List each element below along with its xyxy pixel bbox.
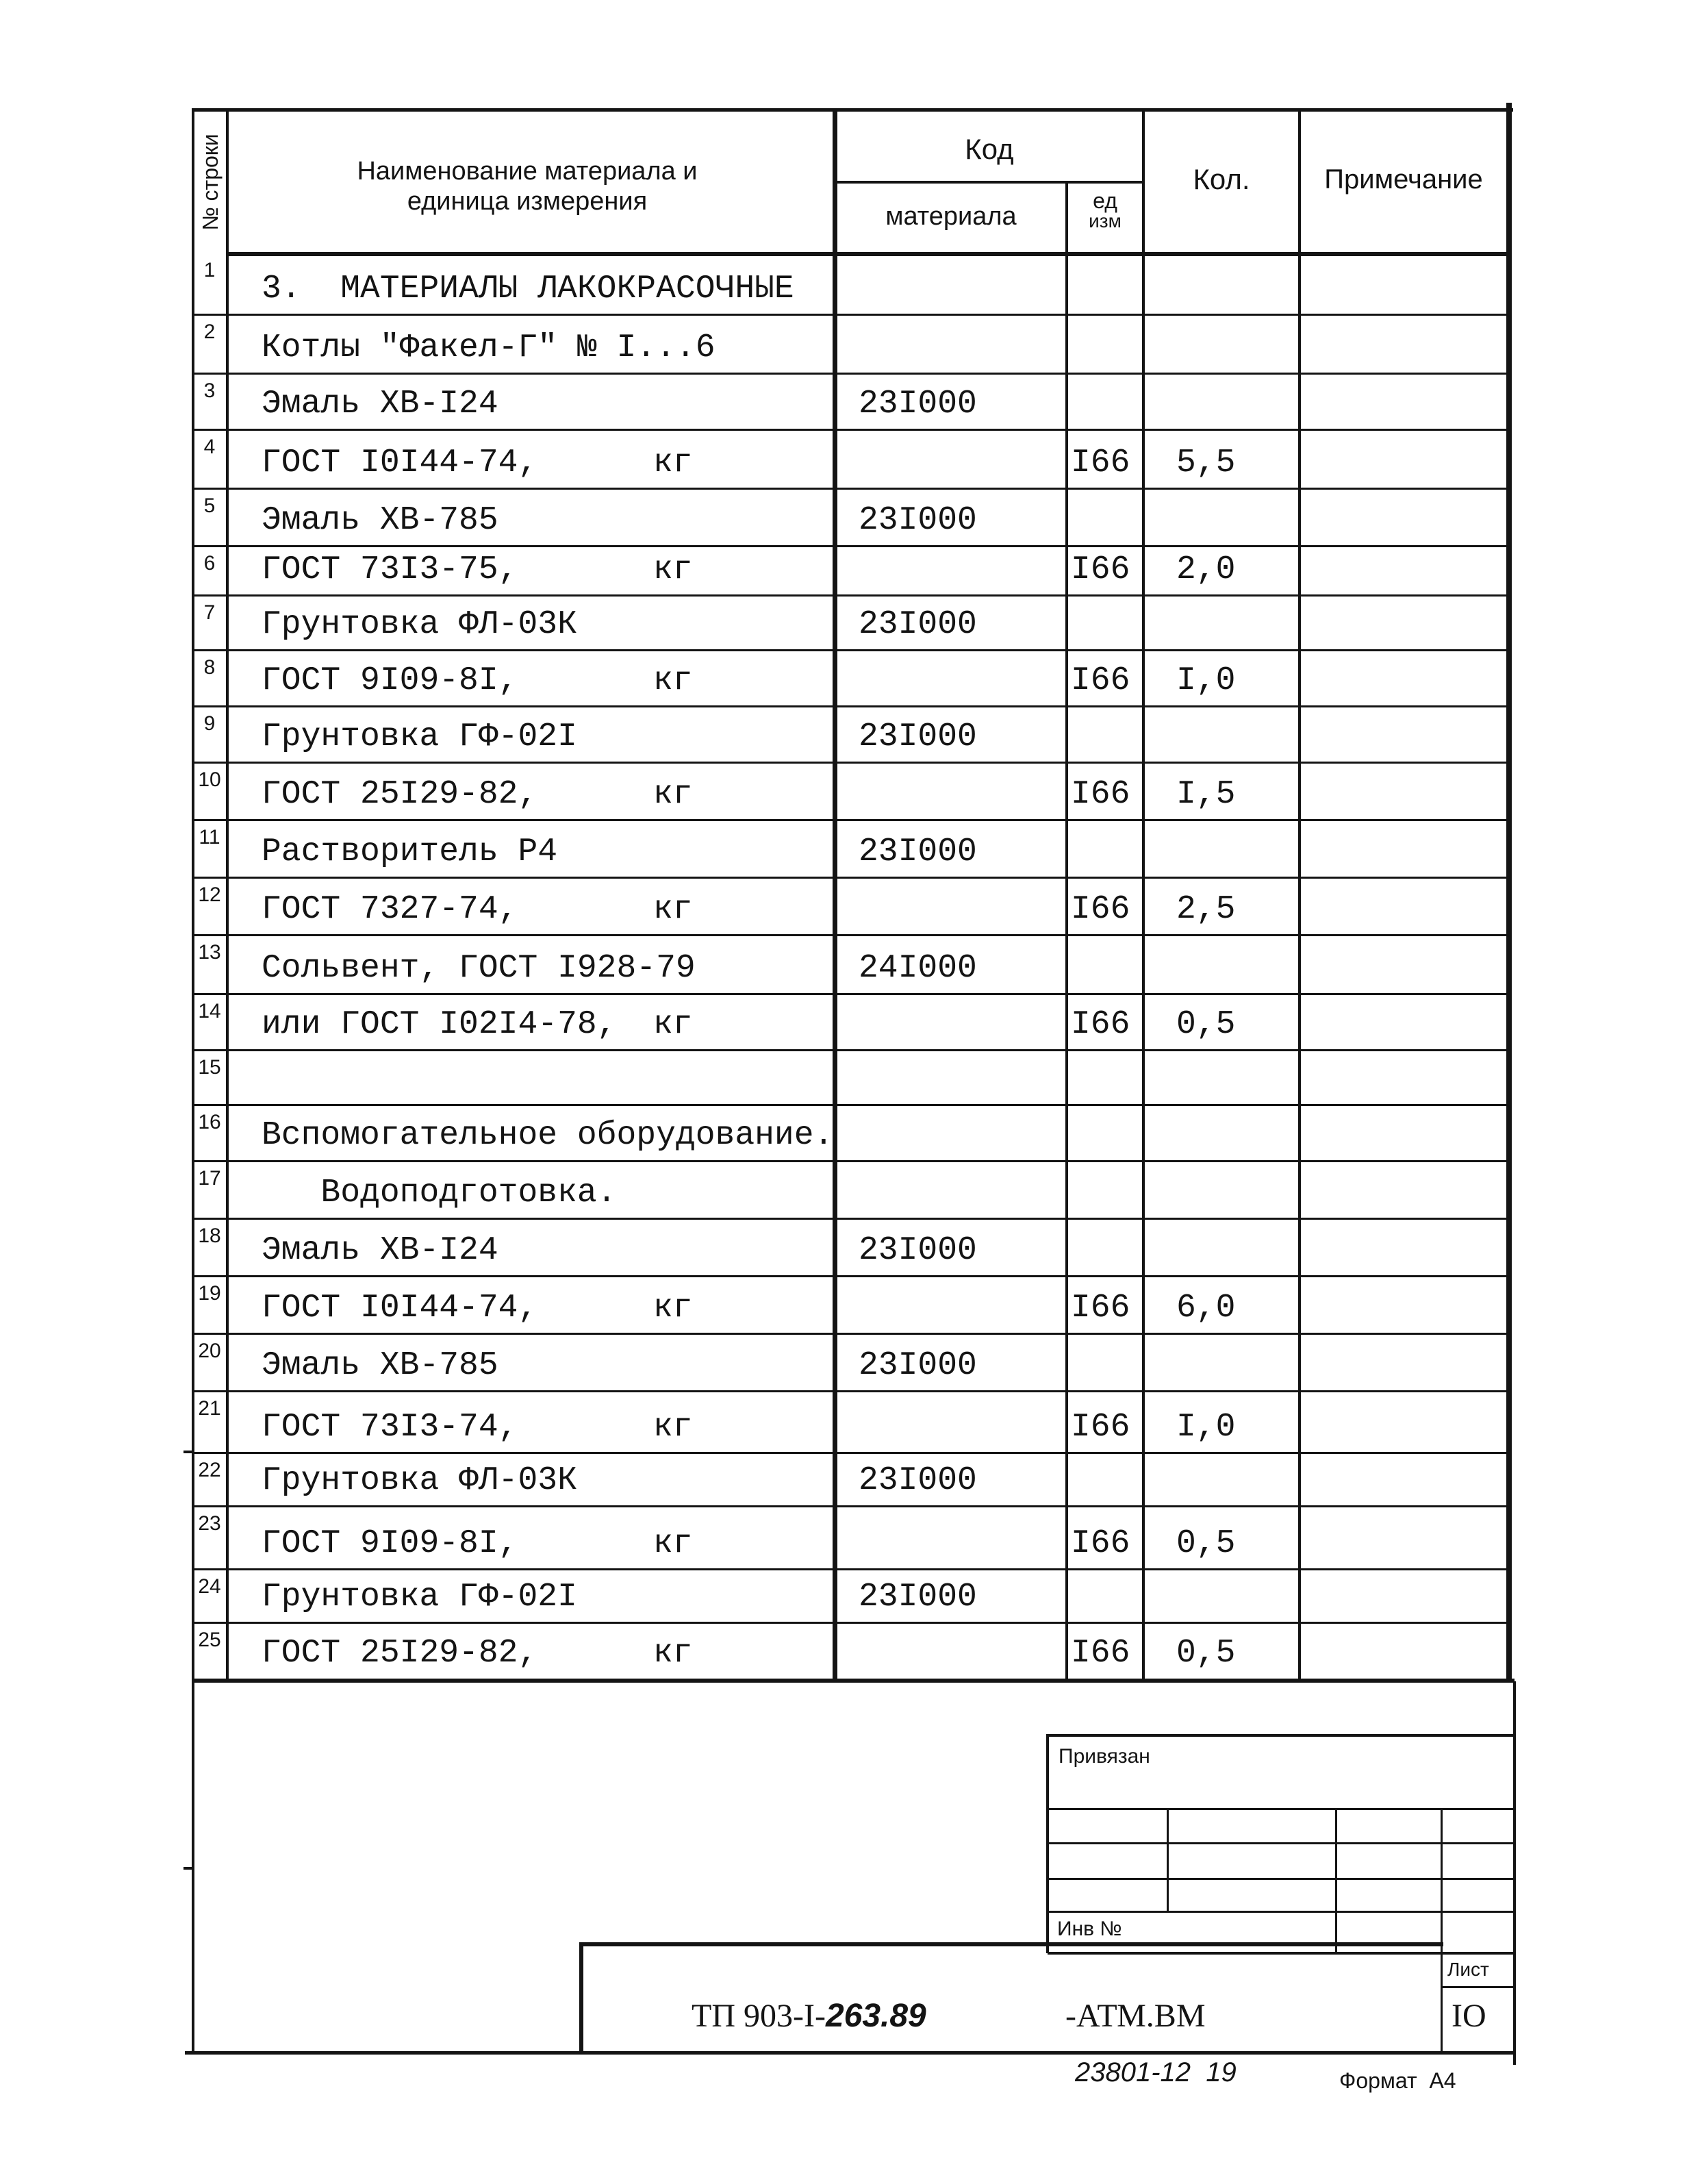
stamp-sheet-number: IO — [1452, 1998, 1486, 2034]
frame-right — [1506, 103, 1512, 1681]
stamp-title-top — [579, 1942, 1443, 1946]
row-quantity: 5,5 — [1176, 444, 1236, 481]
row-quantity: 2,5 — [1176, 891, 1236, 928]
row-sep — [192, 1218, 1506, 1220]
header-name: Наименование материала и единица измерения — [357, 157, 698, 216]
row-number: 5 — [203, 494, 216, 517]
stamp-linked-label: Привязан — [1059, 1745, 1150, 1768]
row-sep — [192, 1568, 1506, 1570]
row-material-code: 23I000 — [859, 502, 977, 539]
stamp-grid-vline — [1441, 1808, 1443, 2051]
row-sep — [192, 1452, 1506, 1454]
row-name: ГОСТ I0I44-74, — [262, 1290, 538, 1327]
row-sep — [192, 762, 1506, 764]
row-name: ГОСТ 25I29-82, — [262, 776, 538, 813]
row-unit-code: I66 — [1071, 1525, 1130, 1562]
row-number: 7 — [203, 601, 216, 624]
row-name: Грунтовка ГФ-02I — [262, 1579, 577, 1616]
stamp-grid-line — [1048, 1911, 1515, 1913]
row-unit-code: I66 — [1071, 1409, 1130, 1446]
row-sep — [192, 429, 1506, 431]
row-number: 6 — [203, 552, 216, 575]
row-unit-kg: кг — [653, 891, 693, 928]
row-material-code: 23I000 — [859, 1462, 977, 1499]
stamp-sheet-divider — [1441, 1986, 1515, 1988]
stamp-inv-label: Инв № — [1057, 1918, 1122, 1940]
row-name: Водоподготовка. — [262, 1175, 617, 1212]
row-name: Грунтовка ГФ-02I — [262, 718, 577, 755]
row-number: 14 — [198, 1000, 221, 1022]
row-material-code: 23I000 — [859, 718, 977, 755]
row-sep — [192, 1390, 1506, 1392]
row-sep — [192, 649, 1506, 651]
row-number: 22 — [198, 1459, 221, 1481]
row-sep — [192, 545, 1506, 547]
row-sep — [192, 877, 1506, 879]
stamp-grid-line — [1048, 1808, 1515, 1810]
col-sep-material — [1065, 182, 1068, 1681]
row-name: Котлы "Факел-Г" № I...6 — [262, 329, 715, 366]
row-number: 8 — [203, 656, 216, 679]
header-unit-line2: изм — [1089, 210, 1122, 231]
row-sep — [192, 819, 1506, 821]
row-unit-code: I66 — [1071, 891, 1130, 928]
row-quantity: 0,5 — [1176, 1635, 1236, 1672]
row-material-code: 23I000 — [859, 1232, 977, 1269]
stamp-sheet-label: Лист — [1447, 1959, 1489, 1980]
row-name: 3. МАТЕРИАЛЫ ЛАКОКРАСОЧНЫЕ — [262, 271, 794, 307]
row-sep — [192, 1049, 1506, 1051]
row-name: ГОСТ 73I3-74, — [262, 1409, 518, 1446]
row-sep — [192, 705, 1506, 707]
row-number: 19 — [198, 1282, 221, 1305]
row-number: 23 — [198, 1512, 221, 1535]
row-name: Грунтовка ФЛ-03К — [262, 606, 577, 643]
stamp-title-left — [579, 1942, 583, 2055]
row-number: 9 — [203, 712, 216, 735]
row-sep — [192, 934, 1506, 936]
row-number: 21 — [198, 1397, 221, 1420]
row-name: Эмаль ХВ-I24 — [262, 1232, 498, 1269]
row-unit-code: I66 — [1071, 662, 1130, 699]
row-unit-code: I66 — [1071, 444, 1130, 481]
header-note: Примечание — [1324, 164, 1483, 194]
row-number: 17 — [198, 1167, 221, 1190]
row-number: 16 — [198, 1111, 221, 1133]
table-bottom — [192, 1679, 1515, 1683]
row-sep — [192, 314, 1506, 316]
row-unit-code: I66 — [1071, 776, 1130, 813]
stamp-grid-vline — [1335, 1808, 1337, 1953]
row-sep — [192, 594, 1506, 597]
row-unit-kg: кг — [653, 551, 693, 588]
header-code-divider — [834, 181, 1143, 184]
row-number: 3 — [203, 379, 216, 402]
row-name: ГОСТ 73I3-75, — [262, 551, 518, 588]
row-quantity: 2,0 — [1176, 551, 1236, 588]
row-quantity: I,0 — [1176, 662, 1236, 699]
row-name: ГОСТ 7327-74, — [262, 891, 518, 928]
header-material: материала — [885, 202, 1017, 231]
row-number: 2 — [203, 321, 216, 343]
row-unit-code: I66 — [1071, 1006, 1130, 1043]
header-qty: Кол. — [1193, 163, 1250, 195]
row-sep — [192, 1160, 1506, 1162]
row-quantity: I,5 — [1176, 776, 1236, 813]
row-number: 20 — [198, 1340, 221, 1362]
col-sep-unit — [1142, 110, 1145, 1681]
document-code-prefix: ТП 903-I- — [692, 1998, 826, 2034]
row-number: 18 — [198, 1225, 221, 1247]
row-number: 13 — [198, 941, 221, 964]
row-sep — [192, 1333, 1506, 1335]
header-code: Код — [965, 133, 1014, 165]
document-code-suffix: -АТМ.ВМ — [1065, 1998, 1206, 2034]
document-code-handwritten: 263.89 — [825, 1998, 926, 2034]
row-unit-kg: кг — [653, 776, 693, 813]
row-sep — [192, 993, 1506, 995]
row-sep — [192, 1275, 1506, 1277]
header-bottom — [227, 252, 1512, 256]
frame-bottom — [185, 2051, 1516, 2055]
row-material-code: 23I000 — [859, 606, 977, 643]
row-unit-kg: кг — [653, 662, 693, 699]
row-sep — [192, 1505, 1506, 1507]
stamp-grid-vline — [1167, 1808, 1169, 1912]
margin-mark — [183, 1451, 193, 1453]
row-sep — [192, 1622, 1506, 1624]
row-name: ГОСТ 9I09-8I, — [262, 662, 518, 699]
row-name: Эмаль ХВ-785 — [262, 502, 498, 539]
row-number: 12 — [198, 883, 221, 906]
row-unit-code: I66 — [1071, 551, 1130, 588]
row-unit-kg: кг — [653, 444, 693, 481]
row-material-code: 23I000 — [859, 386, 977, 423]
document-code — [692, 1997, 926, 2035]
row-unit-kg: кг — [653, 1006, 693, 1043]
header-unit-line1: ед — [1093, 188, 1117, 213]
order-number: 23801-12 19 — [1075, 2057, 1237, 2087]
row-quantity: I,0 — [1176, 1409, 1236, 1446]
row-sep — [192, 488, 1506, 490]
row-name: или ГОСТ I02I4-78, — [262, 1006, 617, 1043]
row-number: 24 — [198, 1575, 221, 1598]
row-name: Эмаль ХВ-I24 — [262, 386, 498, 423]
row-name: Сольвент, ГОСТ I928-79 — [262, 950, 696, 987]
row-number: 11 — [199, 826, 220, 849]
row-number: 4 — [203, 436, 216, 458]
header-row-no: № строки — [198, 134, 223, 231]
col-sep-name — [833, 110, 837, 1681]
row-name: Растворитель Р4 — [262, 833, 558, 870]
row-unit-code: I66 — [1071, 1290, 1130, 1327]
row-sep — [192, 1104, 1506, 1106]
row-unit-code: I66 — [1071, 1635, 1130, 1672]
row-name: Вспомогательное оборудование. — [262, 1117, 834, 1154]
row-number: 10 — [198, 768, 221, 791]
row-name: ГОСТ I0I44-74, — [262, 444, 538, 481]
row-material-code: 24I000 — [859, 950, 977, 987]
row-quantity: 0,5 — [1176, 1525, 1236, 1562]
row-material-code: 23I000 — [859, 1347, 977, 1384]
row-number: 25 — [198, 1629, 221, 1651]
header-unit — [1068, 189, 1142, 230]
row-number: 1 — [203, 259, 216, 281]
row-name: ГОСТ 25I29-82, — [262, 1635, 538, 1672]
frame-top — [192, 108, 1513, 112]
stamp-linked-top — [1048, 1734, 1515, 1737]
stamp-grid-line — [1048, 1952, 1515, 1955]
format-label: Формат А4 — [1339, 2068, 1456, 2093]
row-unit-kg: кг — [653, 1409, 693, 1446]
row-quantity: 0,5 — [1176, 1006, 1236, 1043]
row-material-code: 23I000 — [859, 833, 977, 870]
stamp-grid-line — [1048, 1842, 1515, 1844]
row-unit-kg: кг — [653, 1290, 693, 1327]
frame-right-lower — [1513, 1681, 1516, 2065]
row-name: Грунтовка ФЛ-03К — [262, 1462, 577, 1499]
row-unit-kg: кг — [653, 1525, 693, 1562]
margin-mark — [183, 1867, 193, 1870]
row-sep — [192, 373, 1506, 375]
row-unit-kg: кг — [653, 1635, 693, 1672]
row-name: ГОСТ 9I09-8I, — [262, 1525, 518, 1562]
row-number: 15 — [198, 1056, 221, 1079]
row-material-code: 23I000 — [859, 1579, 977, 1616]
stamp-grid-line — [1048, 1878, 1515, 1880]
row-quantity: 6,0 — [1176, 1290, 1236, 1327]
row-name: Эмаль ХВ-785 — [262, 1347, 498, 1384]
col-sep-qty — [1298, 110, 1301, 1681]
